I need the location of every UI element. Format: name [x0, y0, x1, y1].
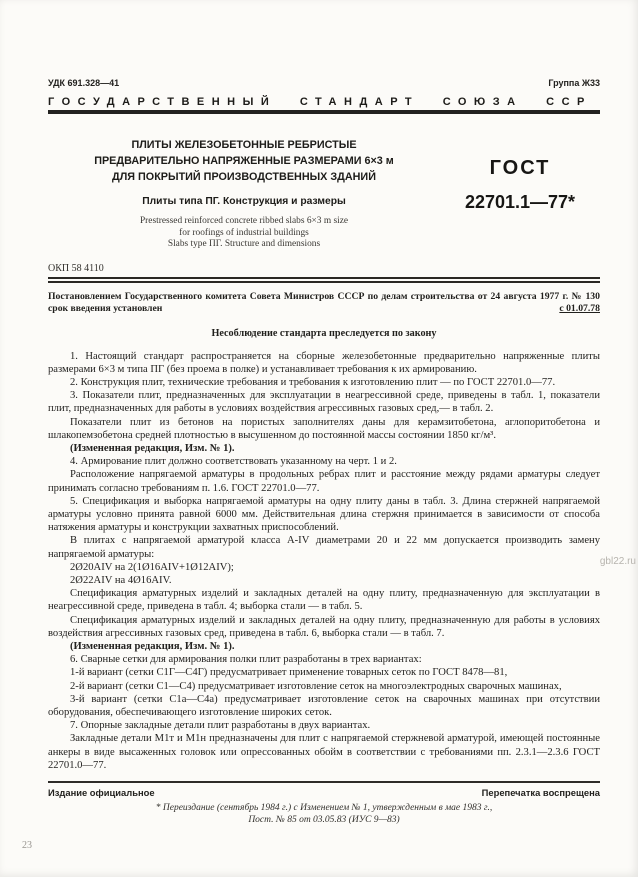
paragraph-3: 3. Показатели плит, предназначенных для эксплуатации в неагрессивной среде, приведены в табл. 1, показатели плит, предназначенных для работы в условиях воздействия агрессивных газовых сред,— в табл. 2.: [48, 390, 600, 415]
gost-number: 22701.1—77*: [464, 192, 576, 212]
udk-code: УДК 691.328—41: [48, 78, 120, 88]
paragraph-8: 5. Спецификация и выборка напрягаемой арматуры на одну плиту даны в табл. 3. Длина стержней напрягаемой арматуры условно принята равной 6000 мм. Действительная длина стержня принимается в зависимости от способа натяжения арматуры и конструкции захватных приспособлений.: [48, 495, 600, 534]
paragraph-12: Спецификация арматурных изделий и закладных деталей на одну плиту, предназначенную для эксплуатации в неагрессивной среде, приведена в табл. 4; выборка стали — в табл. 5.: [48, 588, 600, 613]
official-edition-label: Издание официальное: [48, 787, 155, 798]
paragraph-1: 1. Настоящий стандарт распространяется на сборные железобетонные предварительно напряженные плиты размерами 6×3 м типа ПГ (без проема в полке) и устанавливает требования к их армированию.: [48, 350, 600, 375]
body-text: [48, 350, 600, 773]
paragraph-20: Закладные детали М1т и М1н предназначены для плит с напрягаемой стержневой арматурой, имеющей постоянные анкеры в виде высаженных головок или опрессованных обойм в соответствии с требованиями пп. 2.3.1—2.3.6 ГОСТ 22701.0—77.: [48, 733, 600, 771]
paragraph-2: 2. Конструкция плит, технические требования и требования к изготовлению плит — по ГОСТ 22701.0—77.: [70, 376, 556, 388]
footnote-line-2: Пост. № 85 от 03.05.83 (ИУС 9—83): [248, 815, 400, 825]
law-notice: Несоблюдение стандарта преследуется по закону: [211, 327, 437, 339]
group-code: Группа Ж33: [548, 78, 600, 88]
variant-1: 1-й вариант (сетки С1Г—С4Г) предусматривает применение товарных сеток по ГОСТ 8478—81,: [70, 667, 508, 679]
paragraph-15: 6. Сварные сетки для армирования полки плит разработаны в трех вариантах:: [70, 654, 422, 666]
variant-2: 2-й вариант (сетки С1—С4) предусматривает изготовление сеток на многоэлектродных сварочных машинах,: [70, 680, 562, 692]
paragraph-19: 7. Опорные закладные детали плит разработаны в двух вариантах.: [70, 720, 371, 732]
title-en-line-1: Prestressed reinforced concrete ribbed slabs 6×3 m size: [139, 216, 349, 226]
decree-text: Постановлением Государственного комитета Совета Министров СССР по делам строительства от 24 августа 1977 г. № 130 срок введения установлен: [48, 290, 600, 314]
site-watermark: gbl22.ru: [599, 556, 636, 567]
title-line-3: ДЛЯ ПОКРЫТИЙ ПРОИЗВОДСТВЕННЫХ ЗДАНИЙ: [112, 171, 376, 183]
double-rule: [48, 277, 600, 283]
rebar-substitution-1: 2Ø20АIV на 2(1Ø16АIV+1Ø12АIV);: [70, 561, 234, 573]
reissue-footnote: [48, 802, 600, 826]
effective-date: с 01.07.78: [553, 303, 600, 316]
title-en-line-2: for roofings of industrial buildings: [179, 227, 309, 238]
paragraph-13: Спецификация арматурных изделий и закладных деталей на одну плиту, предназначенную для работы в условиях воздействия агрессивных газовых сред, приведена в табл. 6, выборка стали — в табл. 7.: [48, 614, 600, 639]
okp-code: ОКП 58 4110: [48, 262, 104, 274]
variant-3: 3-й вариант (сетки С1а—С4а) предусматривает изготовление сеток на сварочных машинах при отсутствии оборудования, обеспечивающего изготовление широких сеток.: [48, 693, 600, 718]
document-title: [48, 137, 440, 185]
reprint-prohibited-label: Перепечатка воспрещена: [481, 787, 600, 798]
amendment-note-1: (Измененная редакция, Изм. № 1).: [70, 442, 235, 454]
title-section: [48, 137, 600, 251]
footnote-line-1: * Переиздание (сентябрь 1984 г.) с Изменением № 1, утвержденным в мае 1983 г.,: [155, 803, 493, 813]
gost-number-block: [440, 157, 600, 251]
title-line-2: ПРЕДВАРИТЕЛЬНО НАПРЯЖЕННЫЕ РАЗМЕРАМИ 6×3 м: [94, 155, 394, 167]
footer-row: [48, 787, 600, 798]
heading-rule: [48, 110, 600, 114]
paragraph-4: Показатели плит из бетонов на пористых заполнителях даны для керамзитобетона, аглопоритобетона и шлакопемзобетона средней плотностью в высушенном до постоянной массы состоянии 1850 кг/м³.: [48, 416, 600, 441]
document-title-english: [48, 216, 440, 251]
decree-block: [48, 291, 600, 316]
document-subtitle: Плиты типа ПГ. Конструкция и размеры: [142, 196, 346, 207]
state-standard-heading: ГОСУДАРСТВЕННЫЙ СТАНДАРТ СОЮЗА ССР: [48, 96, 592, 108]
page-number: 23: [22, 840, 32, 851]
paragraph-7: Расположение напрягаемой арматуры в продольных ребрах плит и расстояние между рядами арматуры следует принимать согласно требованиям п. 1.6. ГОСТ 22701.0—77.: [48, 469, 600, 494]
title-en-line-3: Slabs type ПГ. Structure and dimensions: [167, 239, 321, 249]
paragraph-9: В плитах с напрягаемой арматурой класса А-IV диаметрами 20 и 22 мм допускается производить замену напрягаемой арматуры:: [48, 535, 600, 560]
amendment-note-2: (Измененная редакция, Изм. № 1).: [70, 640, 235, 652]
rebar-substitution-2: 2Ø22АIV на 4Ø16АIV.: [70, 574, 172, 586]
gost-label: ГОСТ: [489, 157, 551, 179]
footer-rule: [48, 781, 600, 783]
title-line-1: ПЛИТЫ ЖЕЛЕЗОБЕТОННЫЕ РЕБРИСТЫЕ: [131, 139, 357, 151]
paragraph-6: 4. Армирование плит должно соответствовать указанному на черт. 1 и 2.: [70, 456, 397, 468]
title-block: [48, 137, 440, 251]
classification-row: [48, 78, 600, 88]
